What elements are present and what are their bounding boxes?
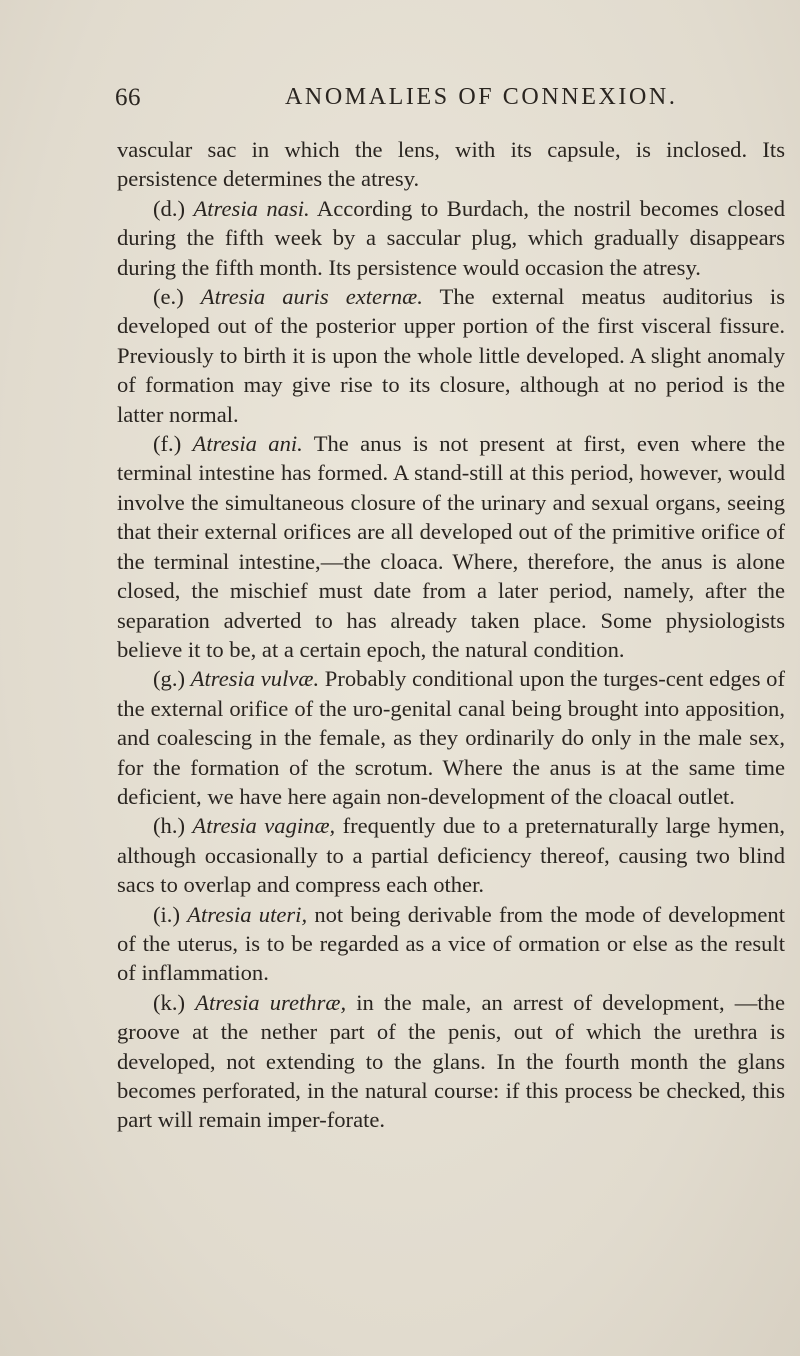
paragraph-text: vascular sac in which the lens, with its capsule, is inclosed. Its persistence determines the atresy. — [117, 137, 785, 192]
section-label: (f.) — [153, 431, 193, 457]
section-term: Atresia vulvæ. — [190, 666, 320, 692]
section-label: (g.) — [153, 666, 191, 692]
section-term: Atresia urethræ, — [195, 989, 347, 1015]
paragraph-atresia-vulvae — [117, 664, 785, 811]
paragraph-text: The external meatus auditorius is developed out of the posterior upper portion of the first visceral fissure. Previously to birth it is upon the whole little developed. A slight anomaly of formation may give rise to its closure, although at no period is the latter normal. — [117, 284, 785, 427]
section-label: (h.) — [153, 813, 193, 839]
section-term: Atresia vaginæ, — [192, 813, 336, 839]
paragraph-text: The anus is not present at first, even where the terminal intestine has formed. A stand-still at this period, however, would involve the simultaneous closure of the urinary and sexual organs, seeing that their external orifices are all developed out of the primitive orifice of the terminal intestine,—the cloaca. Where, therefore, the anus is alone closed, the mischief must date from a later period, namely, after the separation adverted to has already taken place. Some physiologists believe it to be, at a certain epoch, the natural condition. — [117, 431, 785, 662]
paragraph-text: in the male, an arrest of development, —the groove at the nether part of the penis, out of which the urethra is developed, not extending to the glans. In the fourth month the glans becomes perforated, in the natural course: if this process be checked, this part will remain imper-forate. — [117, 989, 785, 1133]
paragraph-text: not being derivable from the mode of development of the uterus, is to be regarded as a vice of ormation or else as the result of inflammation. — [117, 901, 786, 986]
section-label: (k.) — [153, 989, 196, 1015]
page-number: 66 — [115, 84, 141, 111]
paragraph-atresia-ani — [117, 429, 785, 664]
paragraph-text: According to Burdach, the nostril becomes closed during the fifth week by a saccular plug, which gradually disappears during the fifth month. Its persistence would occasion the atresy. — [117, 195, 785, 280]
section-label: (i.) — [153, 901, 188, 927]
section-label: (d.) — [153, 195, 194, 221]
book-page — [95, 84, 786, 1133]
paragraph-text: Probably conditional upon the turges-cent edges of the external orifice of the uro-genital canal being brought into apposition, and coalescing in the female, as they ordinarily do only in the male sex, for the formation of the scrotum. Where the anus is at the same time deficient, we have here again non-development of the cloacal outlet. — [117, 666, 785, 809]
section-term: Atresia ani. — [192, 431, 303, 457]
paragraph-atresia-vaginae — [117, 811, 785, 899]
body-text — [117, 135, 785, 1135]
paragraph-text: frequently due to a preternaturally large hymen, although occasionally to a partial deficiency thereof, causing two blind sacs to overlap and compress each other. — [117, 813, 785, 898]
page-header — [95, 84, 785, 124]
section-term: Atresia uteri, — [187, 901, 308, 927]
paragraph-atresia-nasi — [117, 194, 785, 282]
section-term: Atresia auris externæ. — [200, 284, 423, 310]
section-term: Atresia nasi. — [193, 195, 310, 221]
paragraph-atresia-urethrae — [117, 988, 785, 1135]
paragraph-atresia-uteri — [117, 900, 785, 988]
section-label: (e.) — [153, 284, 201, 310]
paragraph-continuation — [117, 135, 785, 194]
paragraph-atresia-auris — [117, 282, 785, 429]
running-head: ANOMALIES OF CONNEXION. — [285, 84, 678, 110]
